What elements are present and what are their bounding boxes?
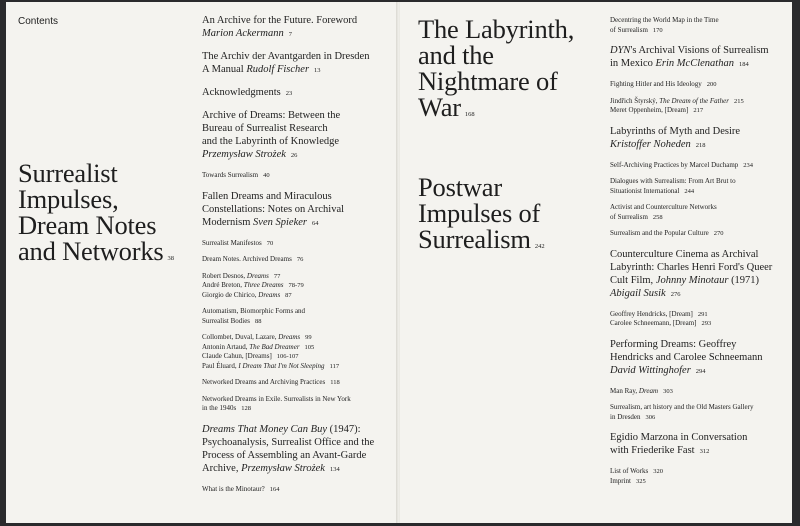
toc-title-text: 's Archival Visions of Surrealism: [630, 45, 769, 56]
toc-last-line: [202, 216, 384, 230]
toc-row-text: Collombet, Duval, Lazare,: [202, 333, 277, 341]
toc-title-line: Psychoanalysis, Surrealist Office and the: [202, 436, 375, 448]
toc-title-line: Constellations: Notes on Archival: [202, 203, 345, 215]
toc-page-number: 64: [311, 219, 319, 227]
toc-work-title: Dreams: [246, 271, 269, 280]
toc-entry: [610, 229, 792, 239]
toc-author: Przemysław Strożek: [202, 149, 286, 160]
toc-title-text: of Surrealism: [610, 212, 648, 221]
toc-title-line: and the Labyrinth of Knowledge: [202, 136, 340, 147]
toc-row: [610, 477, 792, 487]
section-page-number: 242: [534, 243, 545, 250]
toc-page-number: 26: [290, 152, 298, 159]
toc-author: Marion Ackermann: [202, 28, 284, 39]
toc-title-line: The Archiv der Avantgarden in Dresden: [202, 51, 370, 62]
toc-entry: [610, 16, 792, 35]
toc-row-text: Robert Desnos,: [202, 271, 246, 280]
toc-page-number: 320: [653, 468, 663, 475]
toc-page-number: 164: [269, 485, 280, 493]
left-toc-column: [202, 14, 384, 494]
toc-entry: [202, 333, 384, 371]
toc-author: Sven Spieker: [253, 216, 307, 228]
toc-title-text: Situationist International: [610, 186, 680, 195]
toc-row-text: List of Works: [610, 467, 649, 475]
section-page-number: 38: [167, 255, 175, 262]
toc-entry: [610, 431, 792, 458]
toc-work-title: Dream: [638, 386, 659, 395]
toc-entry: [202, 239, 384, 249]
toc-entry: [610, 467, 792, 486]
toc-title-text: of Surrealism: [610, 25, 648, 34]
toc-row-text: Claude Cahun, [Dreams]: [202, 352, 272, 360]
toc-last-line: [202, 27, 384, 41]
toc-author: Abigail Susik: [610, 287, 666, 299]
toc-last-line: [202, 317, 384, 327]
toc-title-text: Surrealist Manifestos: [202, 238, 262, 247]
toc-page-number: 134: [329, 465, 340, 473]
toc-page-number: 291: [697, 310, 708, 318]
toc-page-number: 234: [743, 161, 754, 169]
toc-page-number: 106-107: [276, 353, 299, 360]
toc-title-text: Surrealist Bodies: [202, 316, 251, 325]
toc-row: [202, 333, 384, 343]
right-page: [400, 2, 792, 523]
toc-entry: [610, 44, 792, 71]
toc-work-title: Johnny Minotaur: [655, 274, 729, 286]
toc-author: David Wittinghofer: [610, 364, 691, 376]
toc-page-number: 276: [670, 290, 681, 298]
toc-title-text: with Friederike Fast: [610, 445, 695, 456]
toc-last-line: [202, 485, 384, 495]
toc-row: [202, 272, 384, 282]
toc-row: [202, 362, 384, 372]
toc-entry: [610, 387, 792, 397]
toc-page-number: 258: [652, 213, 663, 221]
toc-title-text: (1947):: [327, 423, 361, 435]
toc-page-number: 312: [699, 448, 710, 455]
toc-entry: [610, 80, 792, 90]
toc-last-line: [610, 274, 792, 301]
toc-page-number: 218: [695, 141, 706, 149]
toc-entry: [202, 307, 384, 326]
toc-work-title: Dreams: [278, 333, 301, 341]
toc-last-line: [610, 26, 792, 36]
toc-title-text: Acknowledgments: [202, 87, 281, 98]
toc-row: [610, 310, 792, 320]
toc-entry: [610, 338, 792, 378]
toc-page-number: 40: [263, 172, 270, 179]
toc-last-line: [202, 239, 384, 249]
toc-page-number: 184: [738, 61, 749, 68]
toc-last-line: [202, 86, 384, 100]
toc-page-number: 117: [329, 362, 340, 370]
toc-row-text: Man Ray,: [610, 386, 638, 395]
toc-title-text: in the 1940s: [202, 404, 237, 412]
toc-title-text: Dream Notes. Archived Dreams: [202, 255, 292, 263]
toc-page-number: 170: [652, 26, 663, 34]
toc-title-line: Dialogues with Surrealism: From Art Brut to: [610, 177, 736, 185]
toc-work-title: Three Dreams: [243, 281, 284, 289]
toc-entry: [202, 272, 384, 301]
toc-title-line: Bureau of Surrealist Research: [202, 123, 328, 134]
toc-row: [202, 343, 384, 353]
toc-last-line: [610, 229, 792, 239]
toc-last-line: [202, 63, 384, 77]
toc-author: Erin McClenathan: [655, 58, 734, 69]
toc-last-line: [202, 255, 384, 265]
toc-last-line: [610, 364, 792, 378]
contents-label: Contents: [18, 16, 59, 27]
toc-work-title: Dreams: [258, 290, 281, 299]
section-page-number: 168: [464, 111, 475, 118]
toc-row: [202, 281, 384, 291]
toc-entry: [202, 50, 384, 77]
toc-row: [610, 106, 792, 116]
toc-title-text: Cult Film,: [610, 274, 654, 286]
toc-row-text: Geoffrey Hendricks, [Dream]: [610, 309, 693, 318]
toc-row-text: André Breton,: [202, 281, 243, 289]
toc-title-line: Decentring the World Map in the Time: [610, 16, 719, 24]
toc-title-text: (1971): [731, 274, 760, 286]
toc-page-number: 270: [713, 230, 724, 237]
left-page: [6, 2, 398, 523]
toc-title-line: Networked Dreams in Exile. Surrealists in New York: [202, 394, 351, 403]
toc-page-number: 70: [266, 239, 274, 247]
toc-work-title: I Dream That I'm Not Sleeping: [238, 361, 325, 370]
toc-entry: [202, 423, 384, 476]
toc-title-text: in Mexico: [610, 58, 653, 69]
toc-work-title: The Dream of the Father: [659, 96, 729, 105]
toc-page-number: 99: [305, 334, 312, 341]
toc-page-number: 78-79: [288, 282, 304, 289]
toc-title-line: Performing Dreams: Geoffrey: [610, 338, 737, 350]
toc-entry: [610, 403, 792, 422]
toc-title-line: Activist and Counterculture Networks: [610, 203, 717, 211]
toc-last-line: [610, 213, 792, 223]
toc-last-line: [610, 161, 792, 171]
toc-page-number: 200: [706, 81, 717, 88]
toc-entry: [202, 109, 384, 162]
toc-page-number: 118: [330, 379, 340, 386]
toc-last-line: [610, 57, 792, 71]
toc-title-text: What is the Minotaur?: [202, 484, 265, 493]
toc-row: [610, 467, 792, 477]
toc-last-line: [202, 462, 384, 476]
toc-last-line: [610, 444, 792, 458]
toc-title-text: Networked Dreams and Archiving Practices: [202, 378, 326, 386]
toc-title-line: An Archive for the Future. Foreword: [202, 15, 358, 26]
toc-last-line: [202, 378, 384, 388]
toc-entry: [610, 203, 792, 222]
toc-row: [202, 291, 384, 301]
toc-entry: [202, 171, 384, 181]
toc-page-number: 105: [304, 343, 315, 351]
toc-work-title: Dreams That Money Can Buy: [202, 423, 328, 435]
toc-title-line: Automatism, Biomorphic Forms and: [202, 307, 306, 315]
toc-row: [610, 319, 792, 329]
toc-page-number: 76: [296, 256, 304, 263]
toc-entry: [610, 125, 792, 152]
toc-page-number: 77: [273, 272, 281, 280]
toc-work-title: The Bad Dreamer: [249, 342, 300, 351]
toc-title-text: Surrealism and the Popular Culture: [610, 229, 709, 237]
toc-entry: [610, 310, 792, 329]
toc-title-text: in Dresden: [610, 412, 641, 421]
toc-last-line: [610, 80, 792, 90]
toc-row: [610, 97, 792, 107]
toc-entry: [610, 161, 792, 171]
toc-last-line: [610, 413, 792, 423]
toc-title-line: [202, 423, 384, 436]
toc-title-line: Egidio Marzona in Conversation: [610, 432, 748, 443]
toc-title-line: Labyrinths of Myth and Desire: [610, 125, 741, 137]
toc-author: Rudolf Fischer: [246, 64, 310, 75]
toc-row-text: Antonin Artaud,: [202, 342, 248, 351]
toc-entry: [610, 248, 792, 301]
toc-title-line: Archive of Dreams: Between the: [202, 110, 341, 121]
toc-row-text: Carolee Schneemann, [Dream]: [610, 319, 697, 327]
section-title-labyrinth: The Labyrinth, and the Nightmare of War 168: [418, 14, 575, 122]
toc-title-line: Fallen Dreams and Miraculous: [202, 190, 332, 202]
toc-entry: [202, 86, 384, 100]
toc-last-line: [610, 187, 792, 197]
section-title-postwar: Postwar Impulses of Surrealism 242: [418, 172, 545, 254]
toc-work-title: DYN: [610, 45, 631, 56]
toc-entry: [202, 255, 384, 265]
toc-page-number: 23: [285, 90, 293, 97]
toc-author: Kristoffer Noheden: [610, 138, 691, 150]
toc-title-line: Counterculture Cinema as Archival: [610, 248, 759, 260]
toc-entry: [202, 190, 384, 230]
toc-entry: [202, 378, 384, 388]
toc-row-text: Paul Éluard,: [202, 361, 237, 370]
toc-title-line: Surrealism, art history and the Old Masters Gallery: [610, 403, 754, 411]
toc-page-number: 244: [684, 187, 695, 195]
toc-entry: [202, 395, 384, 414]
toc-last-line: [610, 138, 792, 152]
toc-page-number: 128: [241, 405, 251, 412]
toc-title-text: Fighting Hitler and His Ideology: [610, 80, 702, 88]
toc-entry: [610, 177, 792, 196]
toc-page-number: 13: [314, 67, 321, 74]
toc-title-line: Labyrinth: Charles Henri Ford's Queer: [610, 261, 773, 273]
section-title-surrealist-impulses: Surrealist Impulses, Dream Notes and Networks 38: [18, 158, 175, 266]
toc-page-number: 88: [255, 317, 262, 325]
toc-title-line: Hendricks and Carolee Schneemann: [610, 351, 763, 363]
toc-last-line: [202, 404, 384, 414]
toc-page-number: 325: [636, 477, 646, 485]
toc-row: [610, 387, 792, 397]
toc-title-line: Process of Assembling an Avant-Garde: [202, 449, 367, 461]
toc-title-text: Archive,: [202, 462, 239, 474]
toc-page-number: 87: [285, 291, 292, 299]
toc-title-text: Self-Archiving Practices by Marcel Duchamp: [610, 160, 739, 169]
toc-entry: [610, 97, 792, 116]
toc-author: Przemysław Strożek: [241, 462, 325, 474]
toc-page-number: 217: [693, 107, 704, 114]
toc-page-number: 303: [663, 387, 673, 395]
toc-page-number: 7: [288, 31, 292, 38]
toc-row-text: Meret Oppenheim, [Dream]: [610, 106, 689, 114]
toc-row-text: Giorgio de Chirico,: [202, 290, 257, 299]
toc-title-text: Towards Surrealism: [202, 171, 259, 179]
toc-last-line: [202, 148, 384, 162]
toc-row-text: Jindřich Štyrský,: [610, 96, 658, 105]
toc-page-number: 294: [695, 367, 706, 375]
toc-last-line: [202, 171, 384, 181]
toc-title-line: [610, 44, 792, 57]
toc-row: [202, 352, 384, 362]
toc-page-number: 306: [645, 413, 656, 421]
toc-entry: [202, 14, 384, 41]
toc-page-number: 293: [701, 320, 712, 327]
right-toc-column: [610, 16, 792, 486]
toc-title-text: Modernism: [202, 216, 251, 228]
toc-title-text: A Manual: [202, 64, 244, 75]
toc-page-number: 215: [733, 97, 744, 105]
toc-row-text: Imprint: [610, 476, 631, 485]
toc-entry: [202, 485, 384, 495]
